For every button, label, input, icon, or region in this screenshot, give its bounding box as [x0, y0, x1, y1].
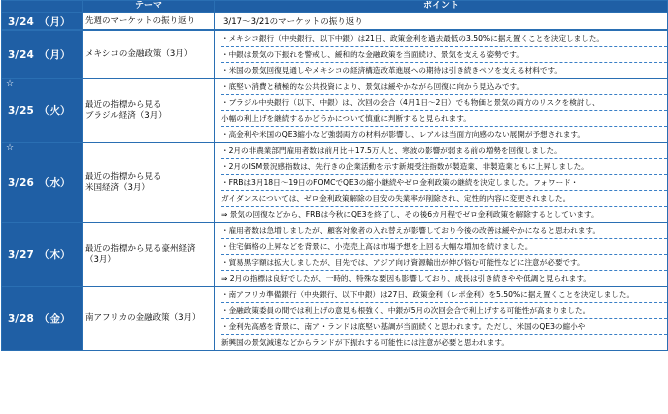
point-line: ・メキシコ銀行（中央銀行、以下中銀）は21日、政策金利を過去最低の3.50%に据え置くことを決定しました。	[221, 31, 667, 47]
table-row	[2, 79, 668, 143]
point-line: ・FRBは3月18日～19日のFOMCでQE3の縮小継続やゼロ金利政策の継続を決定しました。フォワード・	[221, 175, 667, 191]
point-line: ・南アフリカ準備銀行（中央銀行、以下中銀）は27日、政策金利（レポ金利）を5.50%に据え置くことを決定しました。	[221, 287, 667, 303]
date-text: 3/27 （木）	[8, 249, 71, 261]
point-line: 小幅の利上げを継続するかどうかについて慎重に判断すると見られます。	[221, 111, 667, 127]
theme-cell	[83, 287, 215, 351]
points-cell	[215, 143, 668, 223]
point-line: ・ブラジル中央銀行（以下、中銀）は、次回の会合（4月1日～2日）でも物価と景気の両方のリスクを検討し、	[221, 95, 667, 111]
theme-line: 米国経済（3月）	[85, 182, 150, 193]
theme-cell	[83, 223, 215, 287]
table-row	[2, 143, 668, 223]
point-line: ・貿易黒字額は拡大しましたが、目先では、アジア向け資源輸出が伸び悩む可能性などに注意が必要です。	[221, 255, 667, 271]
theme-line: 最近の指標から見る	[85, 171, 162, 182]
theme-cell	[83, 79, 215, 143]
point-line: 新興国の景気減速などからランドが下振れする可能性には注意が必要と思われます。	[221, 338, 509, 347]
points-cell	[215, 79, 668, 143]
point-line: 3/17～3/21のマーケットの振り返り	[215, 13, 668, 30]
theme-line: ブラジル経済（3月）	[85, 110, 167, 121]
point-line: ガイダンスについては、ゼロ金利政策解除の目安の失業率が削除され、定性的内容に変更されました。	[221, 191, 667, 207]
date-header	[2, 1, 83, 13]
point-line: ・底堅い消費と積極的な公共投資により、景気は緩やかながら回復に向かう見込みです。	[221, 79, 667, 95]
date-cell: 3/24 （月）	[2, 13, 83, 30]
point-line: ・住宅価格の上昇などを背景に、小売売上高は市場予想を上回る大幅な増加を続けました。	[221, 239, 667, 255]
theme-cell	[83, 31, 215, 79]
point-line: ⇒ 2月の指標は良好でしたが、一時的、特殊な要因も影響しており、成長は引き続きやや低調と見られます。	[221, 274, 591, 283]
theme-cell: 先週のマーケットの振り返り	[83, 13, 215, 30]
point-line: ・米国の景気回復見通しやメキシコの経済構造改革進展への期待は引き続きペソを支える材料です。	[221, 66, 563, 75]
date-cell	[2, 79, 83, 143]
theme-line: 南アフリカの金融政策（3月）	[85, 313, 201, 323]
point-line: ・高金利や米国のQE3縮小など強弱両方の材料が影響し、レアルは当面方向感のない展開が予想されます。	[221, 130, 586, 139]
date-cell	[2, 143, 83, 223]
date-cell	[2, 287, 83, 351]
header-row	[2, 1, 668, 13]
date-cell	[2, 31, 83, 79]
table-row	[2, 223, 668, 287]
date-text: 3/24 （月）	[8, 49, 71, 61]
theme-line: メキシコの金融政策（3月）	[85, 49, 193, 59]
point-line: ・2月の非農業部門雇用者数は前月比＋17.5万人と、寒波の影響が弱まる前の増勢を回復しました。	[221, 143, 667, 159]
date-text: 3/25 （火）	[8, 105, 71, 117]
point-line: ・金融政策委員の間では利上げの意見も根強く、中銀が5月の次回会合で利上げする可能性が高まりました。	[221, 303, 667, 319]
theme-line: 最近の指標から見る豪州経済	[85, 243, 196, 254]
theme-line: （3月）	[85, 254, 116, 265]
point-line: ・2月のISM景況感指数は、先行きの企業活動を示す新規受注指数が製造業、非製造業ともに上昇しました。	[221, 159, 667, 175]
date-text: 3/28 （金）	[8, 313, 71, 325]
point-line: ⇒ 景気の回復などから、FRBは今秋にQE3を終了し、その後6カ月程でゼロ金利政策を解除するとしています。	[221, 210, 599, 219]
point-line: ・中銀は景気の下振れを警戒し、緩和的な金融政策を当面続け、景気を支える姿勢です。	[221, 47, 667, 63]
theme-cell	[83, 143, 215, 223]
points-cell	[215, 223, 668, 287]
points-cell	[215, 31, 668, 79]
point-header: ポイント	[215, 1, 668, 13]
table-row	[2, 287, 668, 351]
points-cell	[215, 287, 668, 351]
table-row	[2, 13, 668, 30]
point-line: ・雇用者数は急増しましたが、顧客対象者の入れ替えが影響しており今後の改善は緩やかになると思われます。	[221, 223, 667, 239]
table-row	[2, 31, 668, 79]
star-icon: ☆	[6, 143, 15, 153]
theme-header: テーマ	[83, 1, 215, 13]
schedule-body	[1, 30, 668, 351]
theme-line: 最近の指標から見る	[85, 99, 162, 110]
schedule-table	[1, 0, 668, 30]
date-text: 3/26 （水）	[8, 177, 71, 189]
point-line: ・金利先高感を背景に、南ア・ランドは底堅い基調が当面続くと思われます。ただし、米国のQE3の縮小や	[221, 319, 667, 335]
date-cell	[2, 223, 83, 287]
star-icon: ☆	[6, 79, 15, 89]
